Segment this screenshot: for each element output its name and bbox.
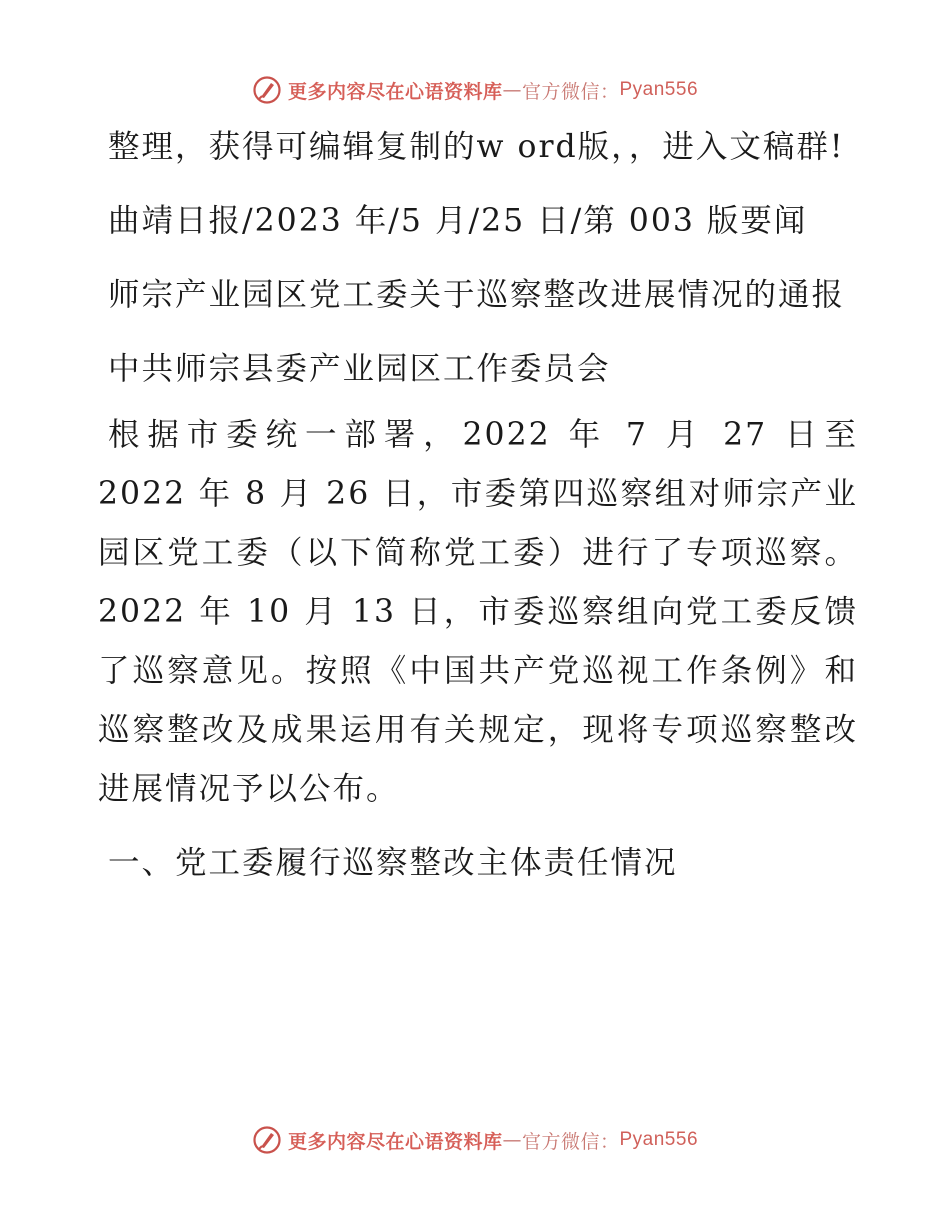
watermark-main-text: 更多内容尽在心语资料库 [287,80,503,103]
document-title: 师宗产业园区党工委关于巡察整改进展情况的通报 [108,277,846,313]
watermark-wechat-label: 官方微信： [521,80,620,103]
body-paragraph: 根据市委统一部署，2022 年 7 月 27 日至 2022 年 8 月 26 日，市委第四巡察组对师宗产业园区党工委（以下简称党工委）进行了专项巡察。2022 年 10 月 13 日，市委巡察组向党工委反馈了巡察意见。按照《中国共产党巡视工作条例》和巡察整改及成果运用有关规定，现将专项巡察整改进展情况予以公布。 [98,417,858,807]
watermark-separator: — [502,79,522,101]
quill-pen-logo-icon [252,75,282,105]
footer-watermark-banner [0,1120,950,1160]
issuing-organization: 中共师宗县委产业园区工作委员会 [108,351,611,387]
source-line: 曲靖日报/2023 年/5 月/25 日/第 003 版要闻 [108,203,808,239]
intro-paragraph: 整理，获得可编辑复制的w ord版，，进入文稿群! [108,129,845,165]
header-watermark-banner [0,70,950,110]
section-heading: 一、党工委履行巡察整改主体责任情况 [108,845,678,881]
watermark-wechat-id: Pyan556 [619,79,699,100]
watermark-wechat-id: Pyan556 [619,1129,699,1150]
document-body [98,118,858,893]
watermark-separator: — [502,1129,522,1151]
quill-pen-logo-icon [252,1125,282,1155]
watermark-main-text: 更多内容尽在心语资料库 [287,1130,503,1153]
watermark-wechat-label: 官方微信： [521,1130,620,1153]
